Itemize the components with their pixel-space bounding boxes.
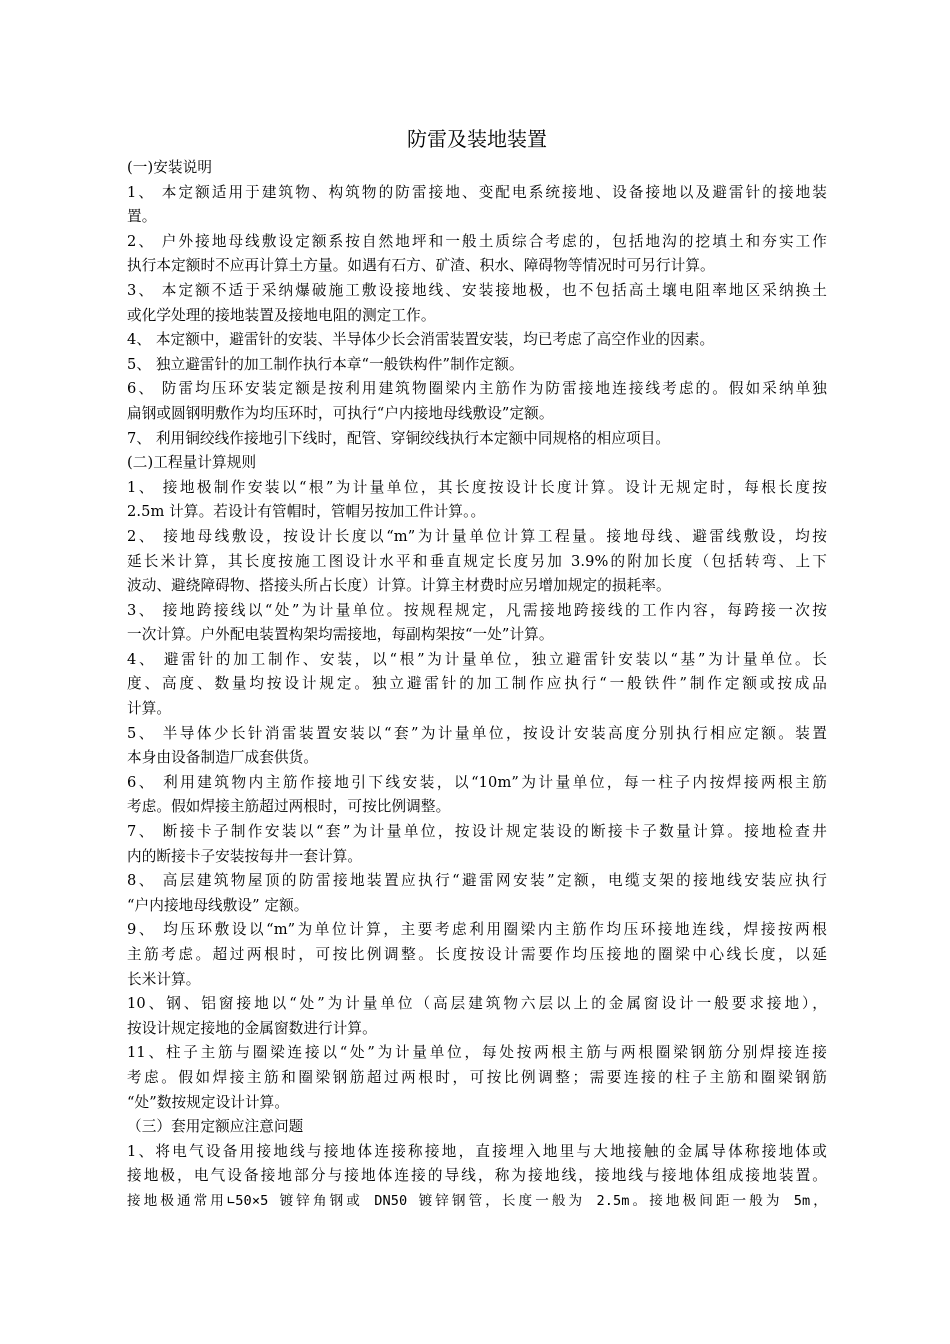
- body-line: 6、 防雷均压环安装定额是按利用建筑物圈梁内主筋作为防雷接地连接线考虑的。假如采纳单独: [127, 380, 827, 398]
- body-line: (二)工程量计算规则: [127, 454, 257, 472]
- body-line: 2、 户外接地母线敷设定额系按自然地坪和一般土质综合考虑的，包括地沟的挖填土和夯实工作: [127, 232, 827, 250]
- body-line: (一)安装说明: [127, 159, 213, 176]
- body-line: 扁钢或圆钢明敷作为均压环时，可执行“户内接地母线敷设”定额。: [127, 404, 554, 422]
- body-line: 6、 利用建筑物内主筋作接地引下线安装，以“10m”为计量单位，每一柱子内按焊接两根主筋: [127, 773, 827, 791]
- body-line: 接地极，电气设备接地部分与接地体连接的导线，称为接地线，接地线与接地体组成接地装置。: [127, 1167, 827, 1185]
- body-line: 考虑。假如焊接主筋超过两根时，可按比例调整。: [127, 798, 451, 816]
- body-line: 10、钢、铝窗接地以“处”为计量单位（高层建筑物六层以上的金属窗设计一般要求接地），: [127, 995, 827, 1013]
- body-line: “处”数按规定设计计算。: [127, 1093, 290, 1111]
- body-line: 按设计规定接地的金属窗数进行计算。: [127, 1019, 377, 1037]
- body-line: 本身由设备制造厂成套供货。: [127, 749, 319, 767]
- body-line: 7、 利用铜绞线作接地引下线时，配管、穿铜绞线执行本定额中同规格的相应项目。: [127, 429, 671, 447]
- body-line: 1、将电气设备用接地线与接地体连接称接地，直接埋入地里与大地接触的金属导体称接地体或: [127, 1142, 827, 1160]
- body-line: 延长米计算，其长度按施工图设计水平和垂直规定长度另加 3.9%的附加长度（包括转弯、上下: [127, 552, 827, 570]
- body-line: 主筋考虑。超过两根时，可按比例调整。长度按设计需要作均压接地的圈梁中心线长度，以延: [127, 946, 827, 963]
- body-line: 3、 本定额不适于采纳爆破施工敷设接地线、安装接地极，也不包括高土壤电阻率地区采纳换土: [127, 281, 827, 299]
- body-line: 考虑。假如焊接主筋和圈梁钢筋超过两根时，可按比例调整；需要连接的柱子主筋和圈梁钢筋: [127, 1068, 827, 1086]
- body-line: 长米计算。: [127, 970, 201, 988]
- document-body: [127, 156, 827, 1214]
- document-page: [127, 124, 827, 1214]
- body-line: 计算。: [127, 700, 172, 718]
- body-line: 1、 接地极制作安装以“根”为计量单位，其长度按设计长度计算。设计无规定时，每根长度按: [127, 478, 827, 496]
- body-line: 度、高度、数量均按设计规定。独立避雷针的加工制作应执行“一般铁件”制作定额或按成品: [127, 675, 827, 693]
- body-line: 一次计算。户外配电装置构架均需接地，每副构架按“一处”计算。: [127, 626, 554, 644]
- body-line: 5、 半导体少长针消雷装置安装以“套”为计量单位，按设计安装高度分别执行相应定额。装置: [127, 724, 827, 742]
- body-line: “户内接地母线敷设” 定额。: [127, 896, 309, 914]
- body-line: 或化学处理的接地装置及接地电阻的测定工作。: [127, 306, 436, 324]
- body-line: 11、柱子主筋与圈梁连接以“处”为计量单位，每处按两根主筋与两根圈梁钢筋分别焊接连接: [127, 1044, 827, 1062]
- body-line: 9、 均压环敷设以“m”为单位计算，主要考虑利用圈梁内主筋作均压环接地连线，焊接按两根: [127, 921, 827, 939]
- body-line: （三）套用定额应注意问题: [127, 1118, 304, 1136]
- body-line: 2、 接地母线敷设，按设计长度以“m”为计量单位计算工程量。接地母线、避雷线敷设，均按: [127, 527, 827, 545]
- body-line: 内的断接卡子安装按每井一套计算。: [127, 847, 363, 865]
- body-line: 7、 断接卡子制作安装以“套”为计量单位，按设计规定装设的断接卡子数量计算。接地检查井: [127, 823, 827, 841]
- document-title: 防雷及装地装置: [407, 127, 547, 151]
- body-line: 4、 避雷针的加工制作、安装，以“根”为计量单位，独立避雷针安装以“基”为计量单位。长: [127, 650, 827, 668]
- body-line: 波动、避绕障碍物、搭接头所占长度）计算。计算主材费时应另增加规定的损耗率。: [127, 577, 671, 595]
- body-line: 接地极通常用∟50×5 镀锌角钢或 DN50 镀锌钢管，长度一般为 2.5m。接地极间距一般为 5m，: [127, 1192, 827, 1209]
- body-line: 5、 独立避雷针的加工制作执行本章“一般铁构件”制作定额。: [127, 355, 524, 373]
- body-line: 执行本定额时不应再计算土方量。如遇有石方、矿渣、积水、障碍物等情况时可另行计算。: [127, 257, 715, 275]
- body-line: 8、 高层建筑物屋顶的防雷接地装置应执行“避雷网安装”定额，电缆支架的接地线安装应执行: [127, 872, 827, 890]
- body-line: 1、 本定额适用于建筑物、构筑物的防雷接地、变配电系统接地、设备接地以及避雷针的接地装: [127, 183, 827, 201]
- body-line: 3、 接地跨接线以“处”为计量单位。按规程规定，凡需接地跨接线的工作内容，每跨接一次按: [127, 601, 827, 619]
- body-line: 4、 本定额中，避雷针的安装、半导体少长会消雷装置安装，均已考虑了高空作业的因素。: [127, 331, 715, 349]
- body-line: 2.5m 计算。若设计有管帽时，管帽另按加工件计算。。: [127, 503, 486, 521]
- body-line: 置。: [127, 208, 157, 226]
